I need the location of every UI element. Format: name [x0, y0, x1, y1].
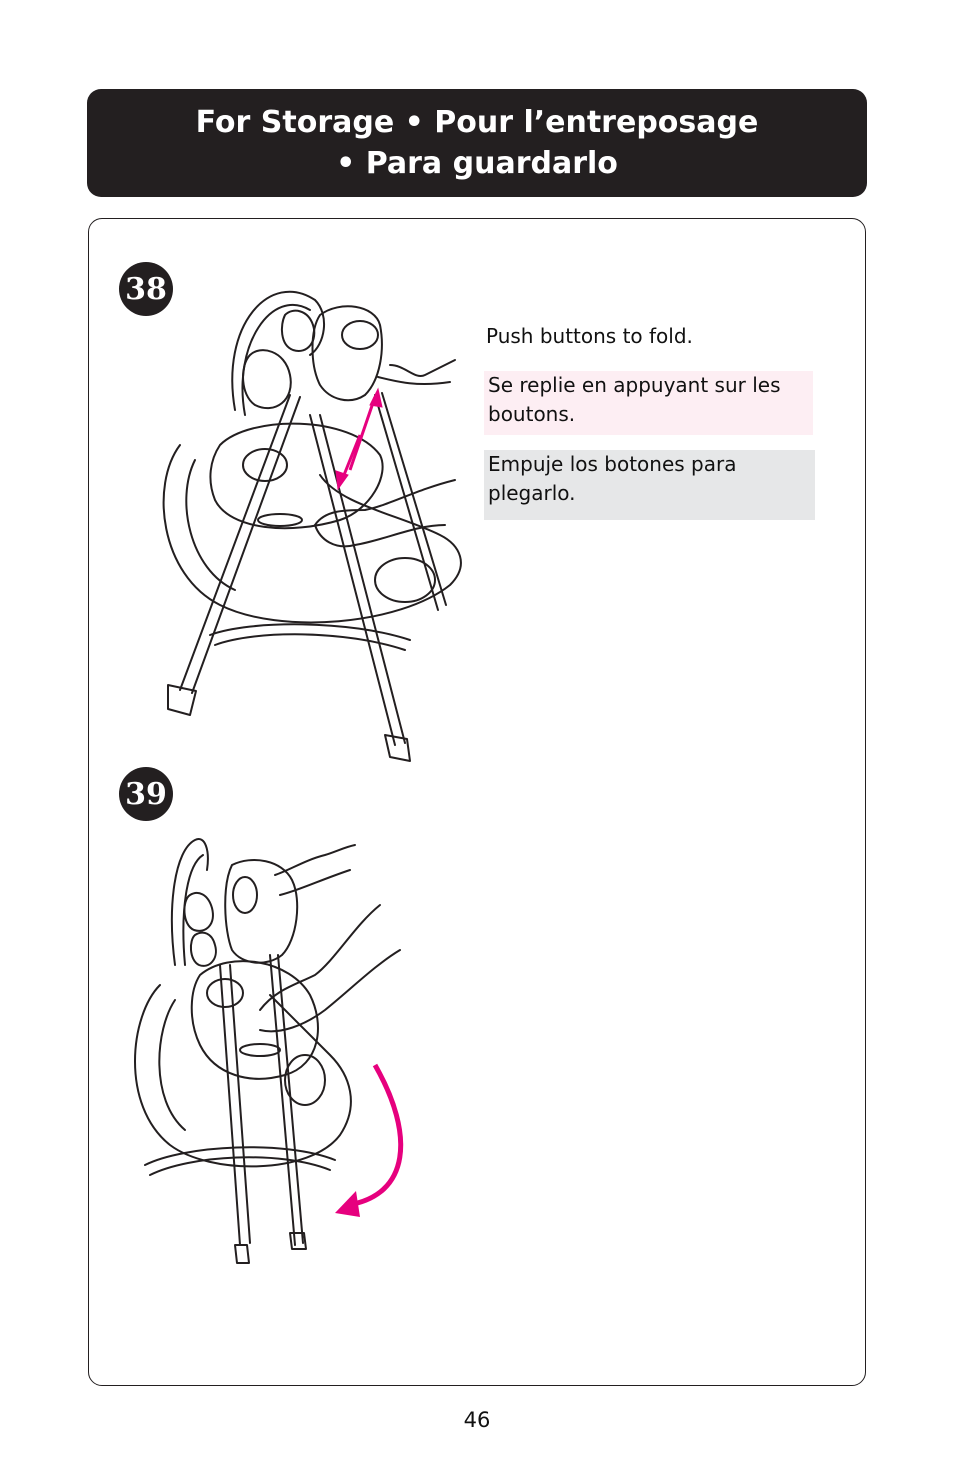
step-38-illustration	[150, 265, 450, 765]
step-38-text-fr-box	[484, 371, 813, 435]
step-38-text-es: Empuje los botones para plegarlo.	[488, 452, 737, 505]
page-number: 46	[463, 1408, 491, 1432]
step-38-badge: 38	[119, 262, 173, 316]
header-title-line1: For Storage • Pour l’entreposage	[195, 105, 759, 140]
step-38-text-en: Push buttons to fold.	[486, 324, 693, 348]
step-38-text-fr: Se replie en appuyant sur les boutons.	[488, 373, 781, 426]
step-39-badge: 39	[119, 767, 173, 821]
step-38-text-es-box	[484, 450, 815, 520]
section-header	[87, 89, 867, 197]
step-39-illustration	[120, 835, 420, 1275]
header-title-line2: • Para guardarlo	[336, 146, 618, 181]
